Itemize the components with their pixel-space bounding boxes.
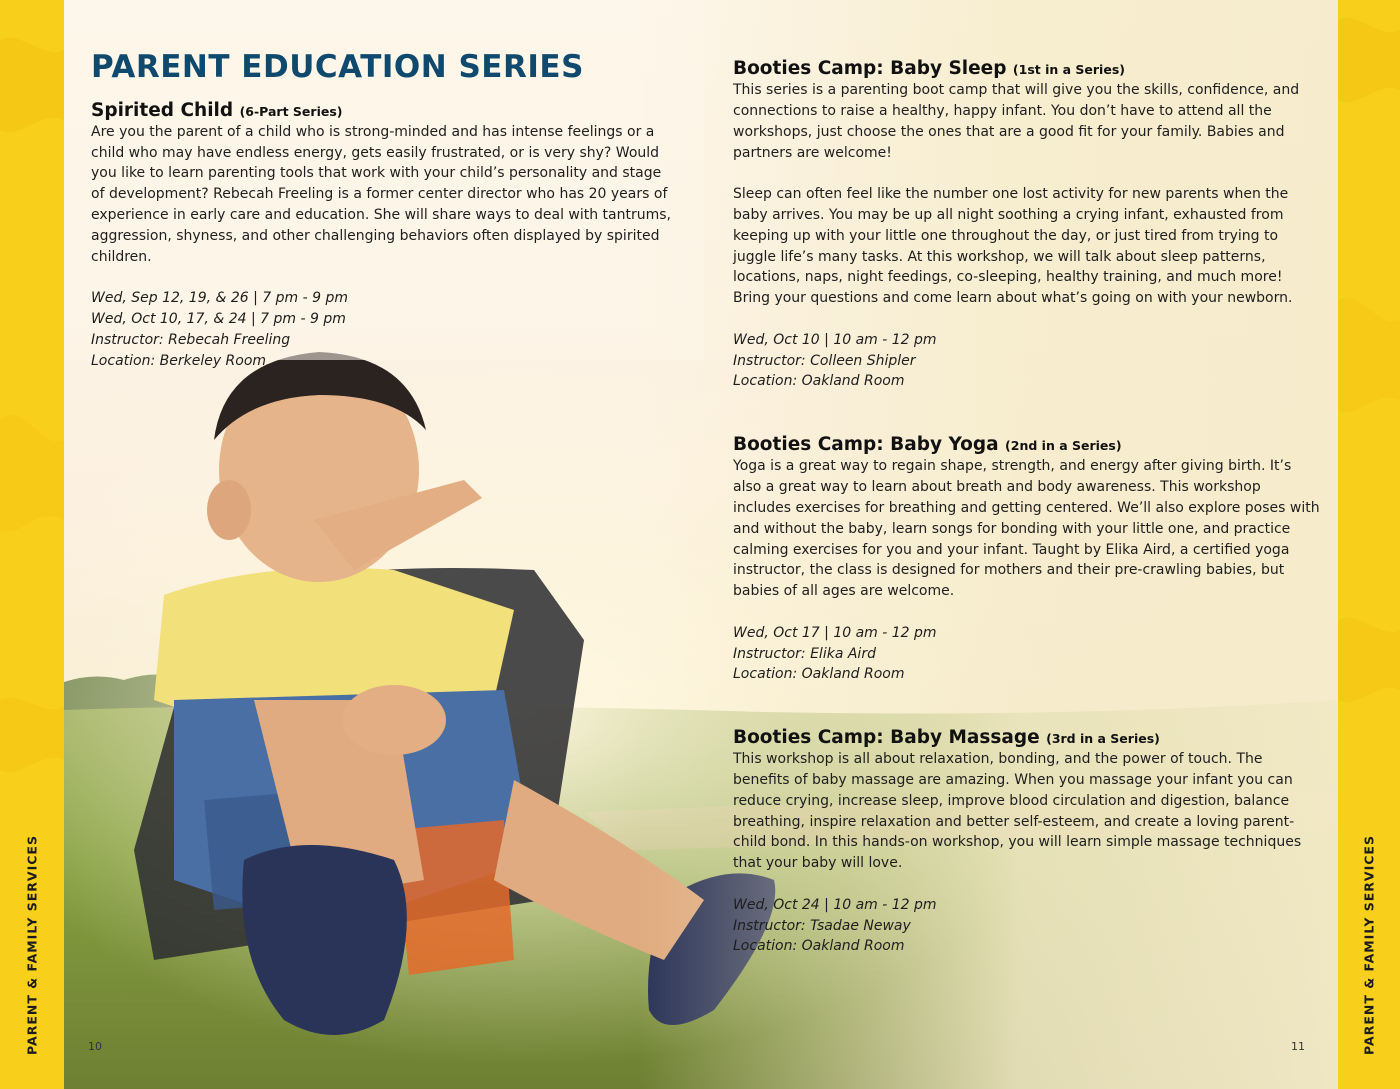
- schedule-line: Wed, Oct 10 | 10 am - 12 pm: [733, 331, 937, 348]
- instructor-line: Instructor: Rebecah Freeling: [91, 331, 291, 348]
- section-paragraph: Yoga is a great way to regain shape, strength, and energy after giving birth. It’s also a great way to learn about breath and body awareness. This workshop includes exercises for breathing and getting centered. We’ll also explore poses with and without the baby, learn songs for bonding with your little one, and practice calming exercises for you and your infant. Taught by Elika Aird, a certified yoga instructor, the class is designed for mothers and their pre-crawling babies, but babies of all ages are welcome.: [733, 458, 1320, 600]
- location-line: Location: Oakland Room: [733, 666, 905, 683]
- side-section-label: PARENT & FAMILY SERVICES: [1361, 835, 1377, 1055]
- section-title-text: Booties Camp: Baby Sleep: [733, 58, 1007, 79]
- schedule-line: Wed, Sep 12, 19, & 26 | 7 pm - 9 pm: [91, 290, 349, 307]
- section-title-baby-massage: [733, 727, 1323, 749]
- left-side-band: [0, 0, 64, 1089]
- section-paragraph: Sleep can often feel like the number one lost activity for new parents when the baby arrives. You may be up all night soothing a crying infant, exhausted from keeping up with your little one throughout the day, or just tired from trying to juggle life’s many tasks. At this workshop, we will talk about sleep patterns, locations, naps, night feedings, co-sleeping, healthy training, and much more! Bring your questions and come learn about what’s going on with your newborn.: [733, 186, 1293, 307]
- section-subtitle: (3rd in a Series): [1046, 731, 1160, 747]
- left-page-content: [91, 50, 676, 371]
- section-title-text: Spirited Child: [91, 99, 234, 121]
- right-side-band: [1338, 0, 1400, 1089]
- section-subtitle: (1st in a Series): [1012, 62, 1125, 77]
- instructor-line: Instructor: Tsadae Neway: [733, 917, 911, 934]
- section-title-text: Booties Camp: Baby Yoga: [733, 434, 999, 456]
- section-title-baby-yoga: [733, 434, 1323, 456]
- location-line: Location: Oakland Room: [733, 373, 905, 390]
- location-line: Location: Berkeley Room: [91, 352, 267, 369]
- instructor-line: Instructor: Colleen Shipler: [733, 352, 916, 369]
- section-subtitle: (6-Part Series): [239, 103, 343, 119]
- section-paragraph: This workshop is all about relaxation, bonding, and the power of touch. The benefits of baby massage are amazing. When you massage your infant you can reduce crying, increase sleep, improve blood circulation and digestion, balance breathing, inspire relaxation and better self-esteem, and create a loving parent-child bond. In this hands-on workshop, you will learn simple massage techniques that your baby will love.: [733, 751, 1302, 872]
- section-title-baby-sleep: [733, 58, 1323, 80]
- page-title: PARENT EDUCATION SERIES: [91, 49, 584, 85]
- page-number-left: 10: [88, 1040, 102, 1053]
- section-description: Are you the parent of a child who is strong-minded and has intense feelings or a child who may have endless energy, gets easily frustrated, or is very shy? Would you like to learn parenting tools that work with your child’s personality and stage of development? Rebecah Freeling is a former center director who has 20 years of experience in early care and education. She will share ways to deal with tantrums, aggression, shyness, and other challenging behaviors often displayed by spirited children.: [91, 123, 672, 265]
- brochure-spread: [64, 0, 1338, 1089]
- section-title-spirited-child: [91, 100, 676, 122]
- right-page-content: [733, 58, 1323, 957]
- section-subtitle: (2nd in a Series): [1005, 438, 1122, 454]
- location-line: Location: Oakland Room: [733, 938, 905, 955]
- schedule-line: Wed, Oct 17 | 10 am - 12 pm: [733, 624, 937, 641]
- schedule-line: Wed, Oct 10, 17, & 24 | 7 pm - 9 pm: [91, 311, 346, 327]
- section-paragraph: This series is a parenting boot camp that will give you the skills, confidence, and connections to raise a healthy, happy infant. You don’t have to attend all the workshops, just choose the ones that are a good fit for your family. Babies and partners are welcome!: [733, 82, 1300, 161]
- schedule-line: Wed, Oct 24 | 10 am - 12 pm: [733, 896, 937, 913]
- instructor-line: Instructor: Elika Aird: [733, 645, 876, 662]
- section-title-text: Booties Camp: Baby Massage: [733, 727, 1040, 749]
- page-number-right: 11: [1291, 1040, 1305, 1053]
- side-section-label: PARENT & FAMILY SERVICES: [24, 835, 40, 1055]
